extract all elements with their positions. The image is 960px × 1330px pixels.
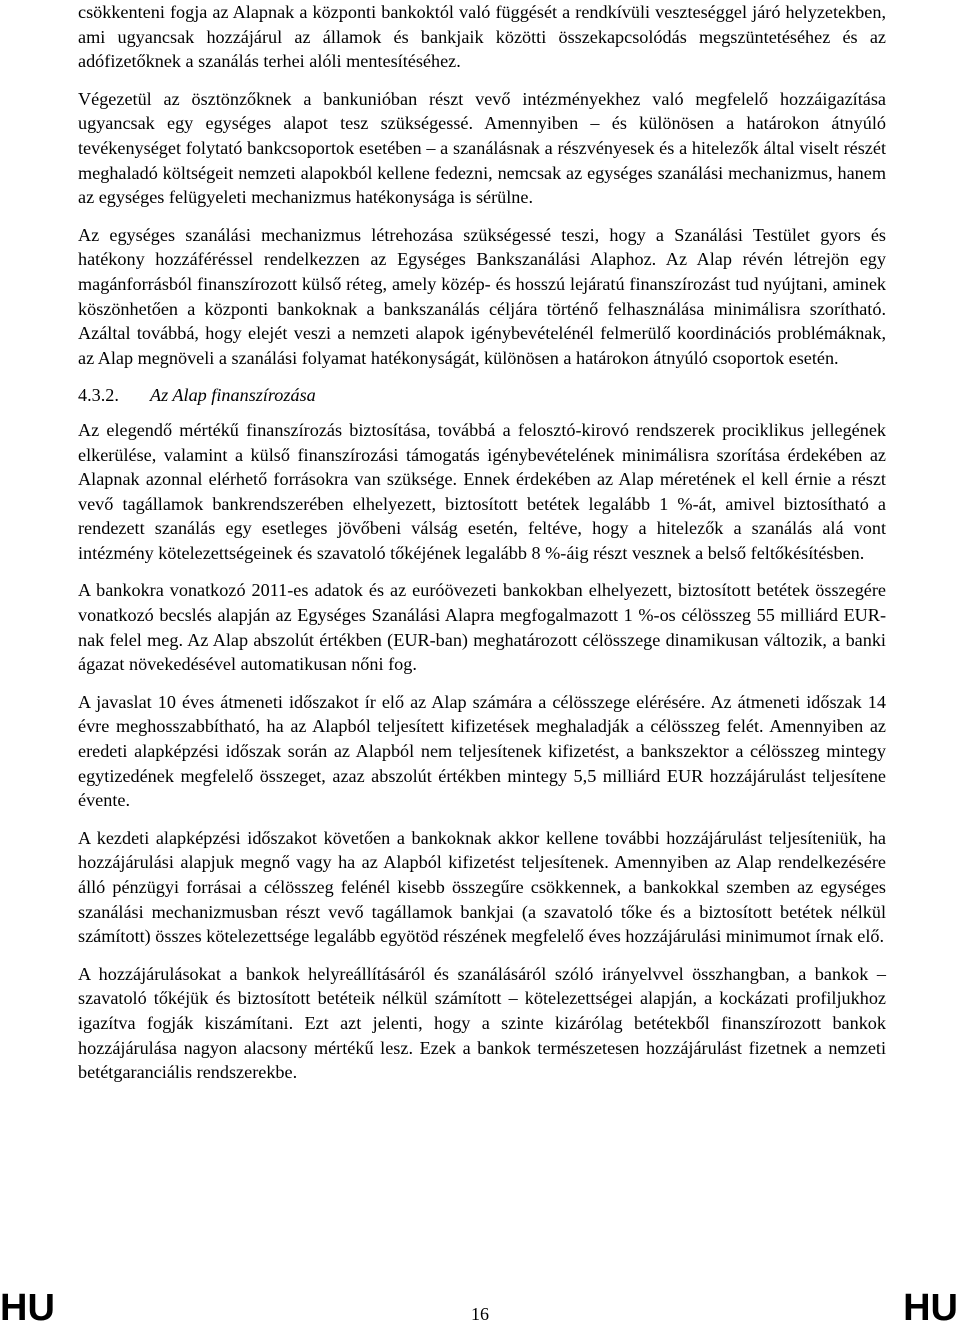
- page-footer: [0, 1284, 960, 1330]
- section-heading: [78, 383, 886, 408]
- page-number: 16: [471, 1304, 489, 1324]
- language-code-left: HU: [0, 1287, 55, 1329]
- paragraph: A kezdeti alapképzési időszakot követően a bankoknak akkor kellene további hozzájárulást teljesíteniük, ha hozzájárulási alapjuk megnő vagy ha az Alapból kifizetést teljesítenek. Amennyiben az Alap rendelkezésére álló pénzügyi forrásai a célösszeg felénél kisebb összegűre csökkennek, a bankokkal szemben az egységes szanálási mechanizmusban részt vevő tagállamok bankjai (a szavatoló tőke és a biztosított betétek nélkül számított) összes kötelezettsége legalább egyötöd részének megfelelő éves hozzájárulási minimumot írnak elő.: [78, 827, 886, 947]
- paragraph: Az egységes szanálási mechanizmus létrehozása szükségessé teszi, hogy a Szanálási Testület gyors és hatékony hozzáféréssel rendelkezzen az Egységes Bankszanálási Alaphoz. Az Alap révén létrejön egy magánforrásból finanszírozott külső réteg, amely közép- és hosszú lejáratú finanszírozást tud nyújtani, aminek köszönhetően a központi bankoknak a bankszanálás céljára történő felhasználása minimálisra szorítható. Azáltal továbbá, hogy elejét veszi a nemzeti alapok igénybevételénél felmerülő koordinációs problémáknak, az Alap megnöveli a szanálási folyamat hatékonyságát, különösen a határokon átnyúló csoportok esetén.: [78, 224, 886, 368]
- paragraph: A hozzájárulásokat a bankok helyreállításáról és szanálásáról szóló irányelvvel összhangban, a bankok – szavatoló tőkéjük és biztosított betéteik nélkül számított – kötelezettségei alapján, a kockázati profiljukhoz igazítva fogják kiszámítani. Ezt azt jelenti, hogy a szinte kizárólag betétekből finanszírozott bankok hozzájárulása nagyon alacsony mértékű lesz. Ezek a bankok természetesen hozzájárulást fizetnek a nemzeti betétgaranciális rendszerekbe.: [78, 963, 886, 1083]
- paragraph: Az elegendő mértékű finanszírozás biztosítása, továbbá a felosztó-kirovó rendszerek prociklikus jellegének elkerülése, valamint a külső finanszírozási támogatás igénybevételének minimálisra szorítása érdekében az Alapnak azonnal elérhető forrásokra van szüksége. Ennek érdekében az Alap méretének el kell érnie a részt vevő tagállamok bankrendszerében elhelyezett, biztosított betétek legalább 1 %-át, amivel biztosítható a rendezett szanálás egy esetleges jövőbeni válság esetén, feltéve, hogy a hitelezők a szanálás alá vont intézmény kötelezettségeinek és szavatoló tőkéjének legalább 8 %-áig részt vesznek a belső feltőkésítésben.: [78, 419, 886, 563]
- paragraph: A javaslat 10 éves átmeneti időszakot ír elő az Alap számára a célösszege elérésére. Az átmeneti időszak 14 évre meghosszabbítható, ha az Alapból teljesített kifizetések meghaladják a célösszeg felét. Amennyiben az eredeti alapképzési időszak során az Alapból nem teljesítenek kifizetést, a bankszektor a célösszeg mintegy egytizedének megfelelő összeget, azaz abszolút értékben mintegy 5,5 milliárd EUR hozzájárulást teljesítene évente.: [78, 691, 886, 811]
- paragraph: A bankokra vonatkozó 2011-es adatok és az euróövezeti bankokban elhelyezett, biztosított betétek összegére vonatkozó becslés alapján az Egységes Szanálási Alapra megfogalmazott 1 %-os célösszeg 55 milliárd EUR-nak felel meg. Az Alap abszolút értékben (EUR-ban) meghatározott célösszege dinamikusan változik, a banki ágazat növekedésével automatikusan nőni fog.: [78, 580, 886, 675]
- section-number: 4.3.2.: [78, 385, 119, 406]
- paragraph: Végezetül az ösztönzőknek a bankunióban részt vevő intézményekhez való megfelelő hozzáigazítása ugyancsak egy egységes alapot tesz szükségessé. Amennyiben – és különösen a határokon átnyúló tevékenységet folytató bankcsoportok esetében – a szanálásnak a részvényesek és a hitelezők által viselt részét meghaladó költségeit nemzeti alapokból kellene fedezni, nemcsak az egységes szanálási mechanizmus, hanem az egységes felügyeleti mechanizmus hatékonysága is sérülne.: [78, 88, 886, 208]
- document-body: [78, 0, 886, 1085]
- section-title: Az Alap finanszírozása: [150, 385, 316, 406]
- paragraph: csökkenteni fogja az Alapnak a központi bankoktól való függését a rendkívüli veszteséggel járó helyzetekben, ami ugyancsak hozzájárul az államok és bankjaik közötti összekapcsolódás megszüntetéséhez és az adófizetőknek a szanálás terhei alóli mentesítéséhez.: [78, 2, 886, 72]
- language-code-right: HU: [903, 1287, 958, 1329]
